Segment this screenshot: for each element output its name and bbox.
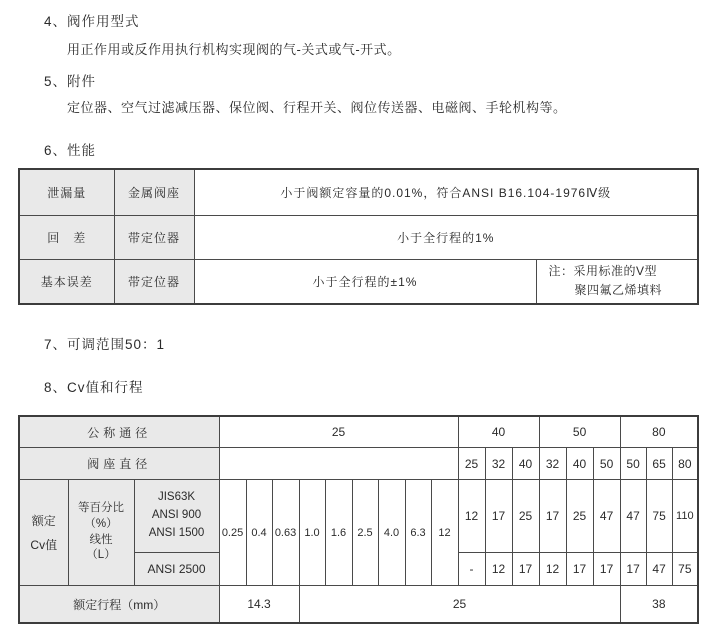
seat-diameter-label: 阀座直径 [19, 448, 219, 480]
pressure-class1-line1: JIS63K [157, 491, 196, 504]
cv-class2-value: - [458, 553, 485, 586]
seat-value: 65 [646, 448, 672, 480]
cv-class2-value: 17 [620, 553, 646, 586]
cv-class1-value: 25 [566, 480, 593, 553]
pressure-class1-line2: ANSI 900 [151, 509, 202, 522]
perf-row-basic-error [19, 259, 698, 304]
perf-hysteresis-sub: 带定位器 [114, 215, 194, 259]
section-7-title: 7、可调范围50：1 [44, 337, 166, 352]
cv-class2-value: 75 [672, 553, 698, 586]
cv-dn25-value: 0.4 [246, 480, 272, 586]
perf-row-leakage [19, 169, 698, 215]
cv-dn25-value: 0.25 [219, 480, 246, 586]
section-4-body: 用正作用或反作用执行机构实现阀的气-关式或气-开式。 [67, 42, 401, 57]
cv-class1-value: 47 [593, 480, 620, 553]
travel-value-14-3: 14.3 [219, 586, 299, 624]
perf-hysteresis-label: 回 差 [19, 215, 114, 259]
perf-leakage-label: 泄漏量 [19, 169, 114, 215]
cv-dn25-value: 6.3 [405, 480, 431, 586]
perf-leakage-value: 小于阀额定容量的0.01%，符合ANSI B16.104-1976Ⅳ级 [194, 169, 698, 215]
perf-error-label: 基本误差 [19, 259, 114, 304]
rated-cv-label-line2: Cv值 [30, 537, 58, 552]
seat-value: 80 [672, 448, 698, 480]
seat-value: 40 [512, 448, 539, 480]
cv-row-seat [19, 448, 698, 480]
cv-class1-value: 75 [646, 480, 672, 553]
section-5-body: 定位器、空气过滤减压器、保位阀、行程开关、阀位传送器、电磁阀、手轮机构等。 [67, 100, 567, 115]
perf-row-hysteresis [19, 215, 698, 259]
cv-class1-value: 25 [512, 480, 539, 553]
section-6-title: 6、性能 [44, 143, 97, 158]
cv-class2-value: 17 [512, 553, 539, 586]
seat-value: 40 [566, 448, 593, 480]
section-8-title: 8、Cv值和行程 [44, 380, 144, 395]
section-4-title: 4、阀作用型式 [44, 14, 140, 29]
nominal-dn80: 80 [620, 416, 698, 448]
cv-row-nominal [19, 416, 698, 448]
cv-class1-value: 110 [672, 480, 698, 553]
perf-error-value: 小于全行程的±1% [194, 259, 536, 304]
perf-hysteresis-value: 小于全行程的1% [194, 215, 698, 259]
cv-class2-value: 12 [485, 553, 512, 586]
cv-class2-value: 17 [593, 553, 620, 586]
flow-char-line2: （%） [84, 517, 118, 530]
nominal-diameter-label: 公称通径 [19, 416, 219, 448]
rated-cv-label-line1: 额定 [31, 513, 56, 528]
cv-row-class1 [19, 480, 698, 553]
perf-leakage-sub: 金属阀座 [114, 169, 194, 215]
cv-class1-value: 17 [485, 480, 512, 553]
travel-value-25: 25 [299, 586, 620, 624]
nominal-dn25: 25 [219, 416, 458, 448]
flow-char-line4: （L） [86, 549, 116, 562]
cv-dn25-value: 4.0 [378, 480, 405, 586]
performance-table [18, 168, 699, 305]
seat-value: 25 [458, 448, 485, 480]
cv-class1-value: 12 [458, 480, 485, 553]
flow-characteristic-label [68, 480, 134, 586]
flow-char-line1: 等百分比 [78, 502, 124, 515]
cv-row-travel [19, 586, 698, 624]
cv-travel-table [18, 415, 699, 624]
perf-packing-note [536, 259, 698, 304]
flow-char-line3: 线性 [89, 533, 113, 546]
nominal-dn40: 40 [458, 416, 539, 448]
pressure-class2-label: ANSI 2500 [134, 553, 219, 586]
perf-packing-note-line1: 注：采用标准的V型 [548, 264, 658, 279]
nominal-dn50: 50 [539, 416, 620, 448]
seat-dn25-blank [219, 448, 458, 480]
section-5-title: 5、附件 [44, 74, 97, 89]
seat-value: 50 [620, 448, 646, 480]
rated-travel-label: 额定行程（mm） [19, 586, 219, 624]
cv-class2-value: 12 [539, 553, 566, 586]
cv-dn25-value: 12 [431, 480, 458, 586]
seat-value: 50 [593, 448, 620, 480]
seat-value: 32 [539, 448, 566, 480]
cv-class1-value: 17 [539, 480, 566, 553]
cv-class2-value: 17 [566, 553, 593, 586]
seat-value: 32 [485, 448, 512, 480]
rated-cv-label [19, 480, 68, 586]
cv-dn25-value: 1.6 [325, 480, 352, 586]
perf-packing-note-line2: 聚四氟乙烯填料 [574, 283, 663, 298]
cv-dn25-value: 1.0 [299, 480, 325, 586]
cv-dn25-value: 0.63 [272, 480, 299, 586]
pressure-class1-line3: ANSI 1500 [148, 526, 205, 539]
cv-class1-value: 47 [620, 480, 646, 553]
cv-dn25-value: 2.5 [352, 480, 378, 586]
cv-class2-value: 47 [646, 553, 672, 586]
perf-error-sub: 带定位器 [114, 259, 194, 304]
travel-value-38: 38 [620, 586, 698, 624]
pressure-class1-label [134, 480, 219, 553]
